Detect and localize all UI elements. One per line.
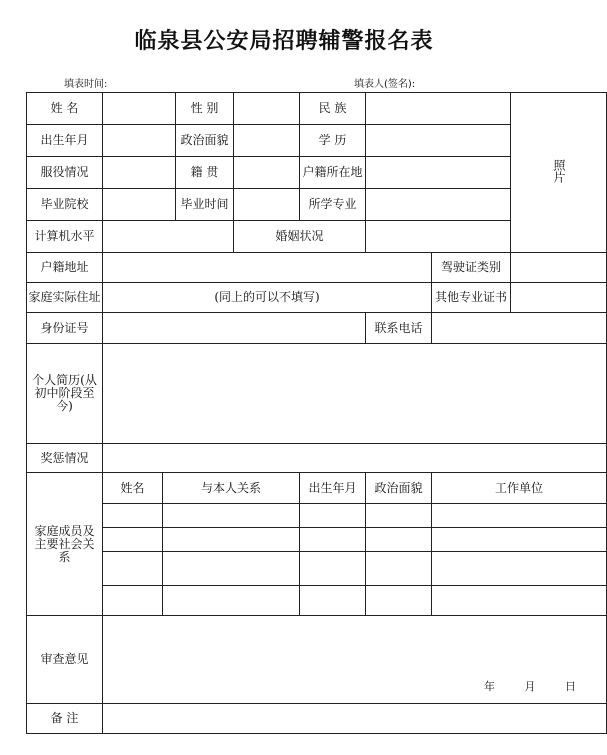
- other-cert-value[interactable]: [511, 283, 607, 313]
- resume-value[interactable]: [103, 344, 607, 444]
- school-value[interactable]: [103, 189, 176, 221]
- family-cell[interactable]: [366, 504, 432, 528]
- marital-label: 婚姻状况: [234, 221, 366, 253]
- hukou-location-value[interactable]: [366, 157, 511, 189]
- political-label: 政治面貌: [176, 125, 234, 157]
- review-month: 月: [524, 680, 536, 693]
- family-cell[interactable]: [366, 552, 432, 586]
- family-header-political: 政治面貌: [366, 473, 432, 504]
- table-row: [27, 586, 607, 616]
- name-value[interactable]: [103, 93, 176, 125]
- remarks-label: 备 注: [27, 704, 103, 734]
- family-cell[interactable]: [432, 586, 607, 616]
- review-date: [458, 680, 576, 693]
- license-value[interactable]: [511, 253, 607, 283]
- major-value[interactable]: [366, 189, 511, 221]
- photo-box[interactable]: [511, 93, 607, 253]
- hukou-location-label: 户籍所在地: [300, 157, 366, 189]
- family-cell[interactable]: [103, 504, 163, 528]
- hukou-address-value[interactable]: [103, 253, 432, 283]
- military-label: 服役情况: [27, 157, 103, 189]
- review-year: 年: [484, 680, 496, 693]
- ethnicity-value[interactable]: [366, 93, 511, 125]
- remarks-value[interactable]: [103, 704, 607, 734]
- native-place-value[interactable]: [234, 157, 300, 189]
- family-label: 家庭成员及主要社会关系: [27, 473, 103, 616]
- id-number-label: 身份证号: [27, 313, 103, 344]
- family-cell[interactable]: [366, 586, 432, 616]
- family-cell[interactable]: [300, 552, 366, 586]
- family-cell[interactable]: [432, 552, 607, 586]
- family-cell[interactable]: [163, 552, 300, 586]
- filler-signature-label: 填表人(签名):: [354, 79, 416, 90]
- family-cell[interactable]: [103, 528, 163, 552]
- home-address-hint[interactable]: (同上的可以不填写): [103, 283, 432, 313]
- computer-label: 计算机水平: [27, 221, 103, 253]
- family-cell[interactable]: [432, 528, 607, 552]
- school-label: 毕业院校: [27, 189, 103, 221]
- birth-value[interactable]: [103, 125, 176, 157]
- review-day: 日: [565, 680, 577, 693]
- gender-label: 性 别: [176, 93, 234, 125]
- computer-value[interactable]: [103, 221, 234, 253]
- native-place-label: 籍 贯: [176, 157, 234, 189]
- resume-label: 个人简历(从初中阶段至今): [27, 344, 103, 444]
- table-row: [27, 504, 607, 528]
- ethnicity-label: 民 族: [300, 93, 366, 125]
- family-cell[interactable]: [163, 528, 300, 552]
- family-cell[interactable]: [300, 504, 366, 528]
- registration-form-table: [26, 92, 607, 734]
- major-label: 所学专业: [300, 189, 366, 221]
- marital-value[interactable]: [366, 221, 511, 253]
- family-header-relation: 与本人关系: [163, 473, 300, 504]
- family-cell[interactable]: [432, 504, 607, 528]
- license-label: 驾驶证类别: [432, 253, 511, 283]
- rewards-value[interactable]: [103, 444, 607, 473]
- review-value[interactable]: [103, 616, 607, 704]
- phone-label: 联系电话: [366, 313, 432, 344]
- table-row: [27, 528, 607, 552]
- name-label: 姓 名: [27, 93, 103, 125]
- other-cert-label: 其他专业证书: [432, 283, 511, 313]
- rewards-label: 奖惩情况: [27, 444, 103, 473]
- family-cell[interactable]: [103, 552, 163, 586]
- family-header-birth: 出生年月: [300, 473, 366, 504]
- home-address-label: 家庭实际住址: [27, 283, 103, 313]
- grad-time-value[interactable]: [234, 189, 300, 221]
- education-value[interactable]: [366, 125, 511, 157]
- grad-time-label: 毕业时间: [176, 189, 234, 221]
- gender-value[interactable]: [234, 93, 300, 125]
- education-label: 学 历: [300, 125, 366, 157]
- family-cell[interactable]: [163, 504, 300, 528]
- id-number-value[interactable]: [103, 313, 366, 344]
- military-value[interactable]: [103, 157, 176, 189]
- table-row: [27, 552, 607, 586]
- photo-label: 照片: [552, 159, 567, 183]
- hukou-address-label: 户籍地址: [27, 253, 103, 283]
- birth-label: 出生年月: [27, 125, 103, 157]
- political-value[interactable]: [234, 125, 300, 157]
- family-cell[interactable]: [103, 586, 163, 616]
- fill-time-label: 填表时间:: [64, 79, 108, 90]
- family-cell[interactable]: [300, 528, 366, 552]
- review-label: 审查意见: [27, 616, 103, 704]
- family-cell[interactable]: [366, 528, 432, 552]
- family-header-workplace: 工作单位: [432, 473, 607, 504]
- family-cell[interactable]: [300, 586, 366, 616]
- family-cell[interactable]: [163, 586, 300, 616]
- page-title: 临泉县公安局招聘辅警报名表: [134, 29, 434, 54]
- family-header-name: 姓名: [103, 473, 163, 504]
- phone-value[interactable]: [432, 313, 607, 344]
